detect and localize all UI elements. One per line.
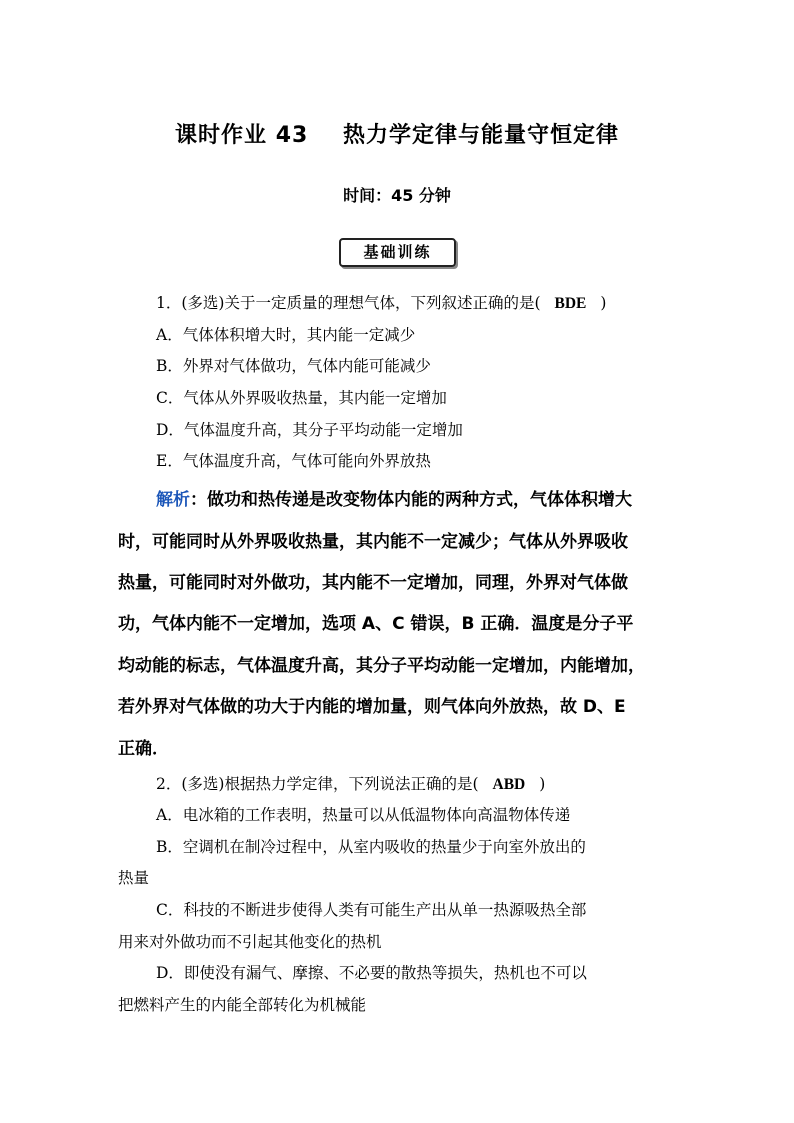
q2-answer: ABD xyxy=(492,776,526,793)
q2-option-b-cont: 热量 xyxy=(118,869,150,887)
analysis-label: 解析 xyxy=(156,490,190,510)
analysis-line: 若外界对气体做的功大于内能的增加量，则气体向外放热，故 D、E xyxy=(118,697,626,717)
q2-stem-close: ) xyxy=(539,775,546,793)
q1-answer: BDE xyxy=(554,295,587,312)
analysis-line: 热量，可能同时对外做功，其内能不一定增加，同理，外界对气体做 xyxy=(118,573,628,593)
q1-stem-close: ) xyxy=(600,294,607,312)
q1-stem-text: 1．(多选)关于一定质量的理想气体，下列叙述正确的是( xyxy=(156,294,541,312)
q2-option-b: B．空调机在制冷过程中，从室内吸收的热量少于向室外放出的 xyxy=(156,838,586,856)
analysis-line: 时，可能同时从外界吸收热量，其内能不一定减少；气体从外界吸收 xyxy=(118,532,628,552)
q1-option-b: B．外界对气体做功，气体内能可能减少 xyxy=(156,357,431,375)
analysis-text: ：做功和热传递是改变物体内能的两种方式，气体体积增大 xyxy=(190,490,632,510)
q2-stem xyxy=(156,772,545,794)
q2-option-c: C．科技的不断进步使得人类有可能生产出从单一热源吸热全部 xyxy=(156,901,587,919)
q1-stem xyxy=(156,291,606,313)
q2-option-a: A．电冰箱的工作表明，热量可以从低温物体向高温物体传递 xyxy=(156,806,571,824)
analysis-line xyxy=(156,485,632,510)
q1-option-c: C．气体从外界吸收热量，其内能一定增加 xyxy=(156,389,447,407)
q1-option-a: A．气体体积增大时，其内能一定减少 xyxy=(156,326,416,344)
q1-option-d: D．气体温度升高，其分子平均动能一定增加 xyxy=(156,421,463,439)
section-label: 基础训练 xyxy=(339,238,456,267)
analysis-line: 正确． xyxy=(118,739,169,759)
page-title: 课时作业 43 热力学定律与能量守恒定律 xyxy=(175,123,619,148)
q2-option-d: D．即使没有漏气、摩擦、不必要的散热等损失，热机也不可以 xyxy=(156,964,587,982)
analysis-line: 均动能的标志，气体温度升高，其分子平均动能一定增加，内能增加， xyxy=(118,656,645,676)
q2-option-d-cont: 把燃料产生的内能全部转化为机械能 xyxy=(118,996,367,1014)
time-limit: 时间：45 分钟 xyxy=(343,186,451,205)
q2-stem-text: 2．(多选)根据热力学定律，下列说法正确的是( xyxy=(156,775,479,793)
q2-option-c-cont: 用来对外做功而不引起其他变化的热机 xyxy=(118,933,382,951)
q1-option-e: E．气体温度升高，气体可能向外界放热 xyxy=(156,452,431,470)
analysis-line: 功，气体内能不一定增加，选项 A、C 错误，B 正确．温度是分子平 xyxy=(118,614,634,634)
